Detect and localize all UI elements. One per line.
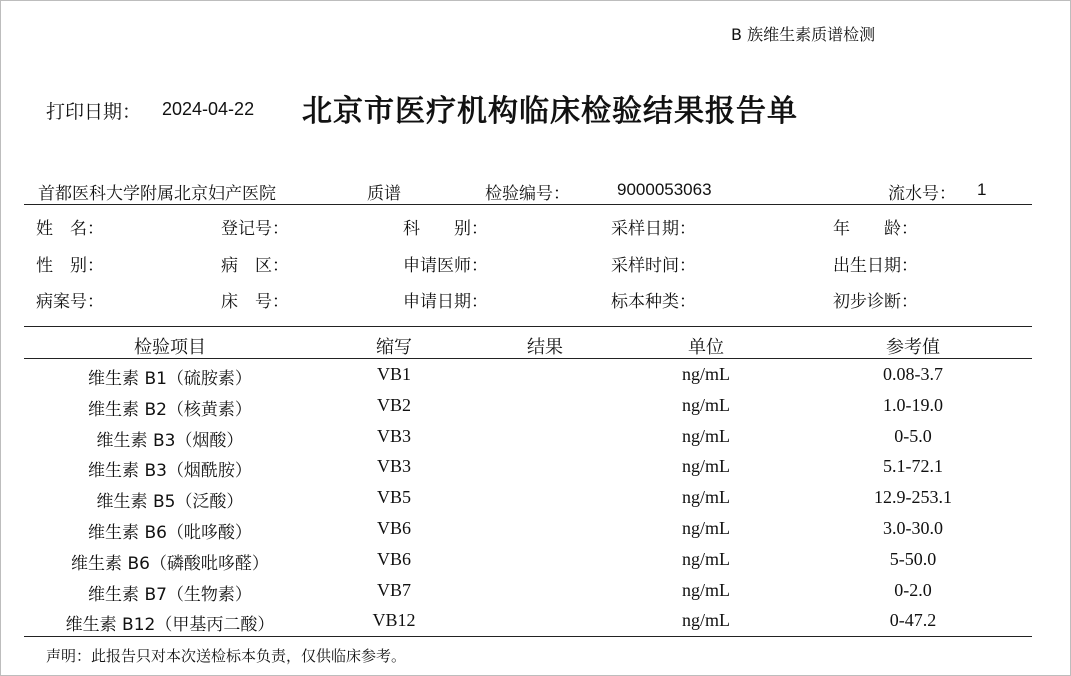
item-reference: 0.08-3.7 bbox=[883, 364, 943, 384]
test-no-label: 检验编号： bbox=[485, 184, 570, 204]
item-name bbox=[20, 518, 320, 543]
item-name-alias: （吡哆酸） bbox=[166, 523, 252, 543]
item-abbr: VB5 bbox=[376, 487, 411, 507]
patient-field-label: 病案号： bbox=[36, 292, 104, 312]
item-name-main: 维生素 B3 bbox=[96, 431, 176, 451]
item-reference: 1.0-19.0 bbox=[883, 395, 943, 415]
item-reference: 5.1-72.1 bbox=[883, 456, 943, 476]
patient-field-label: 采样日期： bbox=[611, 219, 696, 239]
item-name-alias: （烟酸） bbox=[175, 431, 244, 451]
item-unit: ng/mL bbox=[682, 364, 730, 384]
patient-field-label: 性 别： bbox=[36, 256, 104, 276]
item-name-main: 维生素 B1 bbox=[88, 369, 167, 389]
patient-field-label: 采样时间： bbox=[611, 256, 696, 276]
header-unit: 单位 bbox=[688, 337, 724, 358]
header-abbr: 缩写 bbox=[376, 337, 412, 358]
item-abbr: VB6 bbox=[376, 549, 411, 569]
patient-field-label: 年 龄： bbox=[833, 219, 918, 239]
item-name-alias: （核黄素） bbox=[166, 400, 252, 420]
patient-field-label: 出生日期： bbox=[833, 256, 918, 276]
item-name-alias: （泛酸） bbox=[175, 492, 244, 512]
patient-field-label: 床 号： bbox=[221, 292, 289, 312]
header-item: 检验项目 bbox=[134, 337, 206, 358]
item-name-main: 维生素 B3 bbox=[88, 461, 167, 481]
item-name bbox=[20, 364, 320, 389]
item-name-alias: （甲基丙二酸） bbox=[155, 615, 275, 635]
report-title: 北京市医疗机构临床检验结果报告单 bbox=[302, 94, 798, 129]
test-no-value: 9000053063 bbox=[617, 180, 712, 199]
patient-field-label: 申请医师： bbox=[403, 256, 488, 276]
item-name-alias: （生物素） bbox=[166, 585, 252, 605]
divider-header bbox=[24, 358, 1032, 359]
item-name bbox=[20, 395, 320, 420]
divider-table-top bbox=[24, 326, 1032, 327]
category-label: 质谱 bbox=[367, 184, 401, 204]
hospital-name: 首都医科大学附属北京妇产医院 bbox=[38, 184, 276, 204]
item-unit: ng/mL bbox=[682, 456, 730, 476]
item-name-main: 维生素 B6 bbox=[71, 554, 150, 574]
patient-field-label: 登记号： bbox=[221, 219, 289, 239]
item-name-main: 维生素 B6 bbox=[88, 523, 167, 543]
item-name bbox=[20, 580, 320, 605]
item-reference: 0-5.0 bbox=[894, 426, 932, 446]
item-unit: ng/mL bbox=[682, 549, 730, 569]
item-name-main: 维生素 B7 bbox=[88, 585, 167, 605]
divider-top bbox=[24, 204, 1032, 205]
print-date-value: 2024-04-22 bbox=[162, 99, 255, 119]
item-name bbox=[20, 426, 320, 451]
item-name-alias: （磷酸吡哆醛） bbox=[149, 554, 269, 574]
item-unit: ng/mL bbox=[682, 487, 730, 507]
item-name-alias: （硫胺素） bbox=[166, 369, 252, 389]
item-abbr: VB7 bbox=[376, 580, 411, 600]
item-abbr: VB6 bbox=[376, 518, 411, 538]
patient-field-label: 病 区： bbox=[221, 256, 289, 276]
item-reference: 0-47.2 bbox=[889, 610, 937, 630]
item-reference: 3.0-30.0 bbox=[883, 518, 943, 538]
item-abbr: VB12 bbox=[372, 610, 416, 630]
item-name-main: 维生素 B12 bbox=[65, 615, 156, 635]
disclaimer: 声明：此报告只对本次送检标本负责，仅供临床参考。 bbox=[46, 647, 407, 665]
item-name bbox=[20, 549, 320, 574]
item-unit: ng/mL bbox=[682, 518, 730, 538]
divider-bottom bbox=[24, 636, 1032, 637]
corner-label: B 族维生素质谱检测 bbox=[731, 25, 876, 44]
serial-value: 1 bbox=[977, 180, 987, 199]
serial-label: 流水号： bbox=[888, 184, 956, 204]
item-name bbox=[20, 487, 320, 512]
item-reference: 5-50.0 bbox=[889, 549, 937, 569]
patient-field-label: 申请日期： bbox=[403, 292, 488, 312]
item-name-main: 维生素 B2 bbox=[88, 400, 167, 420]
item-unit: ng/mL bbox=[682, 610, 730, 630]
item-name-main: 维生素 B5 bbox=[96, 492, 176, 512]
item-abbr: VB3 bbox=[376, 456, 411, 476]
item-unit: ng/mL bbox=[682, 395, 730, 415]
item-unit: ng/mL bbox=[682, 580, 730, 600]
header-result: 结果 bbox=[527, 337, 563, 358]
patient-field-label: 初步诊断： bbox=[833, 292, 918, 312]
print-date-label: 打印日期： bbox=[46, 101, 142, 123]
item-abbr: VB2 bbox=[376, 395, 411, 415]
patient-field-label: 科 别： bbox=[403, 219, 488, 239]
item-unit: ng/mL bbox=[682, 426, 730, 446]
item-name bbox=[20, 456, 320, 481]
item-reference: 0-2.0 bbox=[894, 580, 932, 600]
item-name-alias: （烟酰胺） bbox=[166, 461, 252, 481]
patient-field-label: 标本种类： bbox=[611, 292, 696, 312]
item-abbr: VB3 bbox=[376, 426, 411, 446]
item-reference: 12.9-253.1 bbox=[874, 487, 952, 507]
item-abbr: VB1 bbox=[376, 364, 411, 384]
item-name bbox=[20, 610, 320, 635]
patient-field-label: 姓 名： bbox=[36, 219, 104, 239]
header-reference: 参考值 bbox=[886, 337, 940, 358]
